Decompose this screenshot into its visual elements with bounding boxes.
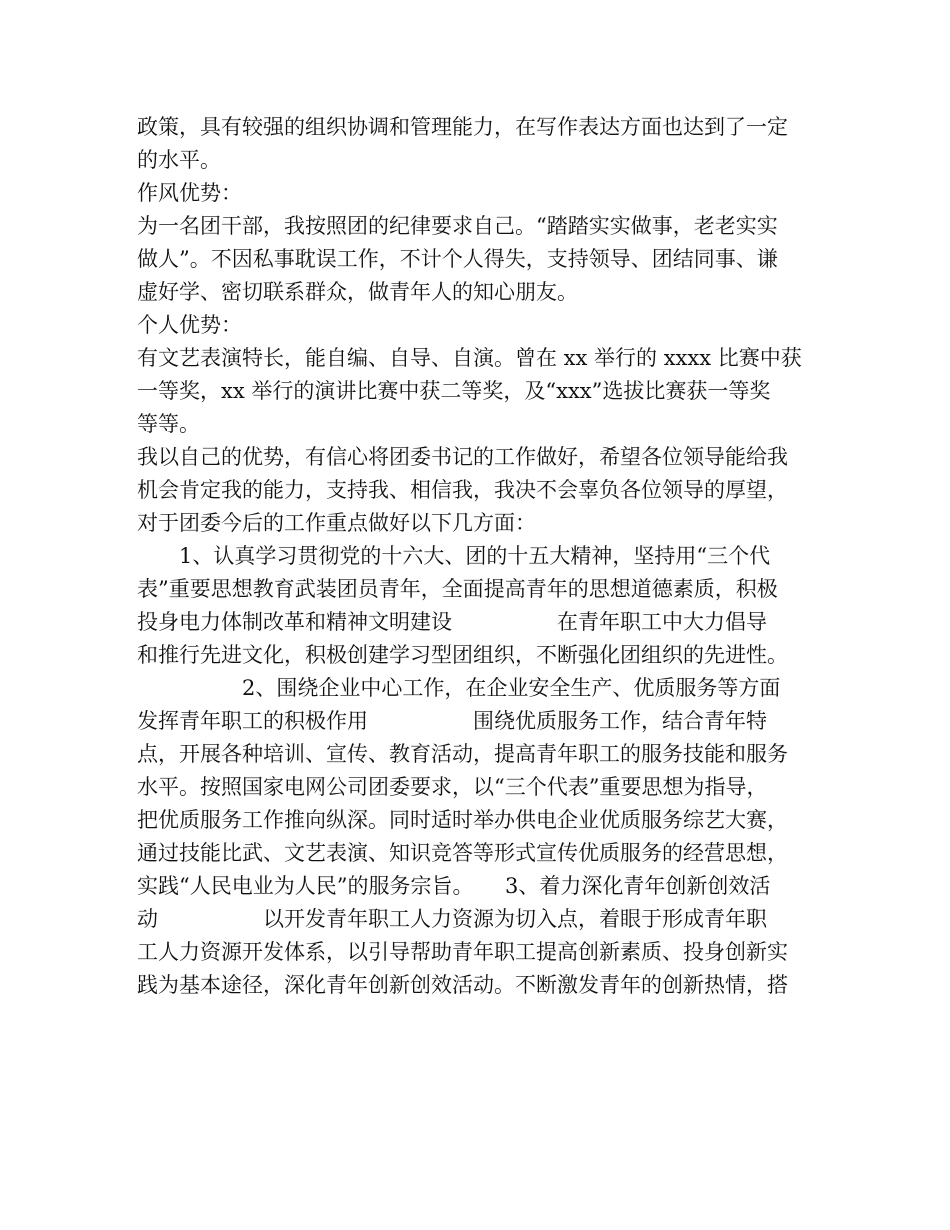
text-line: 一等奖，xx 举行的演讲比赛中获二等奖，及“xxx”选拔比赛获一等奖 [137,379,771,403]
text-line: 做人”。不因私事耽误工作，不计个人得失，支持领导、团结同事、谦 [137,247,778,271]
text-line: 机会肯定我的能力，支持我、相信我，我决不会辜负各位领导的厚望， [137,478,788,502]
text-line: 水平。按照国家电网公司团委要求，以“三个代表”重要思想为指导， [137,775,768,799]
text-line: 等等。 [137,412,200,436]
text-line: 虚好学、密切联系群众，做青年人的知心朋友。 [137,280,578,304]
text-line: 动 以开发青年职工人力资源为切入点，着眼于形成青年职 [137,907,767,931]
text-line: 对于团委今后的工作重点做好以下几方面： [137,511,536,535]
text-line: 通过技能比武、文艺表演、知识竞答等形式宣传优质服务的经营思想， [137,841,788,865]
text-line: 我以自己的优势，有信心将团委书记的工作做好，希望各位领导能给我 [137,445,788,469]
text-line: 点，开展各种培训、宣传、教育活动，提高青年职工的服务技能和服务 [137,742,788,766]
text-line: 践为基本途径，深化青年创新创效活动。不断激发青年的创新热情，搭 [137,973,788,997]
text-line: 实践“人民电业为人民”的服务宗旨。 3、着力深化青年创新创效活 [137,874,771,898]
text-line: 的水平。 [137,148,221,172]
text-line: 投身电力体制改革和精神文明建设 在青年职工中大力倡导 [137,610,767,634]
body-text [137,111,817,1002]
section-heading: 作风优势： [137,181,242,205]
text-line: 有文艺表演特长，能自编、自导、自演。曾在 xx 举行的 xxxx 比赛中获 [137,346,802,370]
text-line: 为一名团干部，我按照团的纪律要求自己。“踏踏实实做事，老老实实 [137,214,778,238]
text-line: 发挥青年职工的积极作用 围绕优质服务工作，结合青年特 [137,709,767,733]
text-line: 2、围绕企业中心工作，在企业安全生产、优质服务等方面 [137,676,781,700]
text-line: 把优质服务工作推向纵深。同时适时举办供电企业优质服务综艺大赛， [137,808,788,832]
text-line: 1、认真学习贯彻党的十六大、团的十五大精神，坚持用“三个代 [137,544,771,568]
text-line: 工人力资源开发体系，以引导帮助青年职工提高创新素质、投身创新实 [137,940,788,964]
text-line: 政策，具有较强的组织协调和管理能力，在写作表达方面也达到了一定 [137,115,788,139]
text-line: 表”重要思想教育武装团员青年，全面提高青年的思想道德素质，积极 [137,577,778,601]
text-line: 和推行先进文化，积极创建学习型团组织，不断强化团组织的先进性。 [137,643,788,667]
section-heading: 个人优势： [137,313,242,337]
